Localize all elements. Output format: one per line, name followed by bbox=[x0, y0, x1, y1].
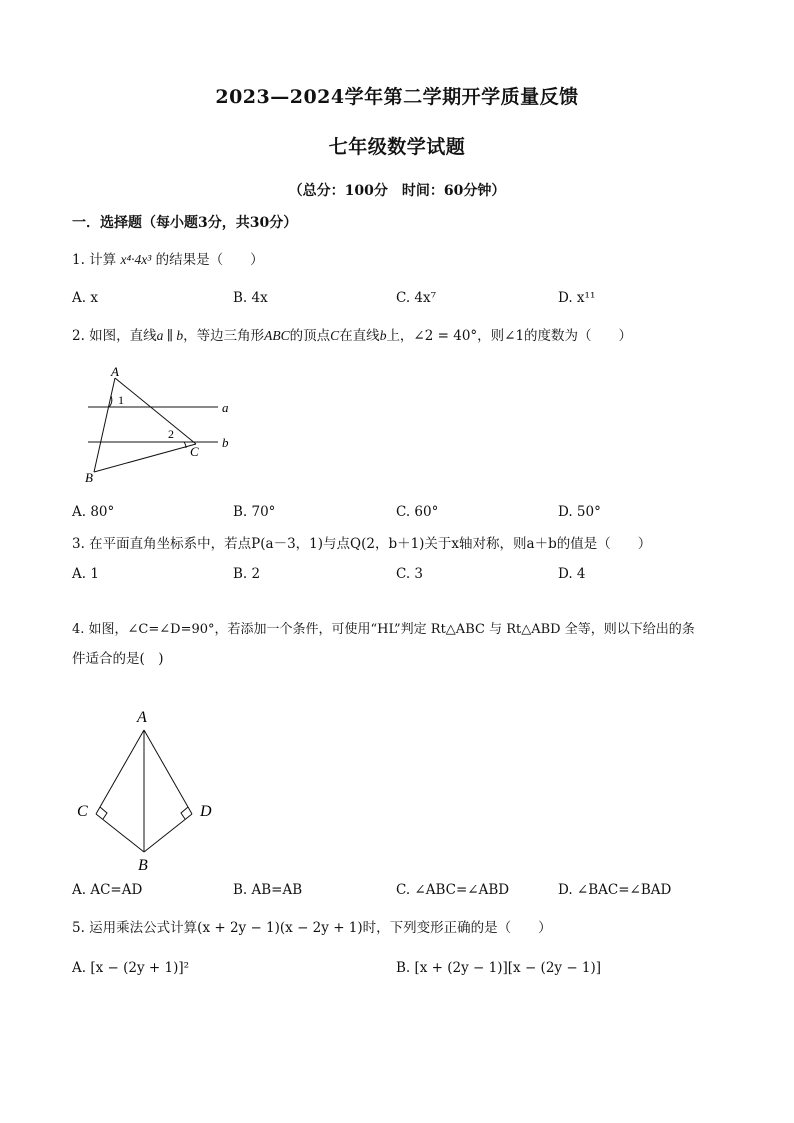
q4-figure bbox=[70, 702, 230, 878]
q2-parallel: a ∥ b bbox=[156, 328, 184, 343]
label-a-vertex: A bbox=[137, 709, 147, 726]
side-db bbox=[144, 814, 192, 852]
q2-line: b bbox=[379, 328, 387, 343]
question-1 bbox=[72, 250, 264, 270]
question-2 bbox=[72, 326, 632, 346]
side-ac bbox=[96, 730, 144, 814]
question-5: 5. 运用乘法公式计算(x + 2y − 1)(x − 2y + 1)时，下列变形正确的是（ ） bbox=[72, 920, 552, 936]
q2-option-a[interactable]: A. 80° bbox=[72, 504, 115, 520]
label-angle-1: 1 bbox=[118, 393, 124, 407]
label-c-vertex: C bbox=[77, 803, 88, 820]
q3-option-a[interactable]: A. 1 bbox=[72, 566, 99, 582]
q2-text: 的顶点 bbox=[289, 328, 331, 344]
question-1-prefix: 1. 计算 bbox=[72, 252, 117, 268]
label-line-b: b bbox=[222, 435, 229, 450]
question-1-expression: x⁴·4x³ bbox=[120, 252, 152, 267]
label-line-a: a bbox=[222, 400, 229, 415]
exam-subtitle: 七年级数学试题 bbox=[328, 136, 466, 158]
q1-option-b[interactable]: B. 4x bbox=[233, 290, 268, 306]
question-1-suffix: 的结果是（ ） bbox=[155, 252, 264, 268]
q2-option-d[interactable]: D. 50° bbox=[558, 504, 601, 520]
exam-info: （总分：100分 时间：60分钟） bbox=[288, 183, 506, 199]
q2-figure bbox=[80, 362, 240, 490]
exam-title: 2023—2024学年第二学期开学质量反馈 bbox=[215, 86, 579, 108]
question-4-line-1: 4. 如图，∠C=∠D=90°，若添加一个条件，可使用“HL”判定 Rt△ABC 与 Rt△ABD 全等，则以下给出的条 bbox=[72, 622, 695, 637]
right-angle-d bbox=[181, 807, 188, 819]
q3-option-c[interactable]: C. 3 bbox=[396, 566, 424, 582]
q1-option-d[interactable]: D. x¹¹ bbox=[558, 290, 596, 306]
q2-text: 在直线 bbox=[339, 328, 380, 344]
q4-option-a[interactable]: A. AC=AD bbox=[72, 882, 143, 898]
side-ad bbox=[144, 730, 192, 814]
right-angle-c bbox=[100, 807, 107, 819]
side-cb bbox=[96, 814, 144, 852]
q1-option-c[interactable]: C. 4x⁷ bbox=[396, 290, 437, 306]
q5-option-a[interactable]: A. [x − (2y + 1)]² bbox=[72, 960, 190, 976]
label-a-vertex: A bbox=[111, 364, 119, 379]
label-b-vertex: B bbox=[85, 470, 93, 485]
q2-text: ，等边三角形 bbox=[183, 328, 265, 344]
label-d-vertex: D bbox=[200, 803, 212, 820]
q3-option-d[interactable]: D. 4 bbox=[558, 566, 586, 582]
side-ac bbox=[115, 378, 196, 444]
q5-option-b[interactable]: B. [x + (2y − 1)][x − (2y − 1)] bbox=[396, 960, 602, 976]
section-heading: 一．选择题（每小题3分，共30分） bbox=[72, 215, 298, 231]
q4-option-c[interactable]: C. ∠ABC=∠ABD bbox=[396, 882, 510, 898]
q1-option-a[interactable]: A. x bbox=[72, 290, 98, 306]
q2-vertex: C bbox=[330, 328, 340, 343]
q2-triangle: ABC bbox=[264, 328, 290, 343]
q4-option-b[interactable]: B. AB=AB bbox=[233, 882, 303, 898]
label-b-vertex: B bbox=[138, 857, 148, 874]
q4-option-d[interactable]: D. ∠BAC=∠BAD bbox=[558, 882, 672, 898]
q2-text: 上，∠2 = 40°，则∠1的度数为（ ） bbox=[386, 328, 633, 344]
question-4-line-2: 件适合的是( ) bbox=[72, 651, 164, 667]
label-c-vertex: C bbox=[190, 444, 199, 459]
side-bc bbox=[94, 444, 196, 472]
q3-option-b[interactable]: B. 2 bbox=[233, 566, 261, 582]
q2-option-c[interactable]: C. 60° bbox=[396, 504, 439, 520]
side-ab bbox=[94, 378, 115, 472]
question-3: 3. 在平面直角坐标系中，若点P(a－3，1)与点Q(2，b＋1)关于x轴对称，则a＋b的值是（ ） bbox=[72, 536, 652, 552]
q2-option-b[interactable]: B. 70° bbox=[233, 504, 276, 520]
q2-text: 2. 如图，直线 bbox=[72, 328, 157, 344]
label-angle-2: 2 bbox=[168, 427, 174, 441]
